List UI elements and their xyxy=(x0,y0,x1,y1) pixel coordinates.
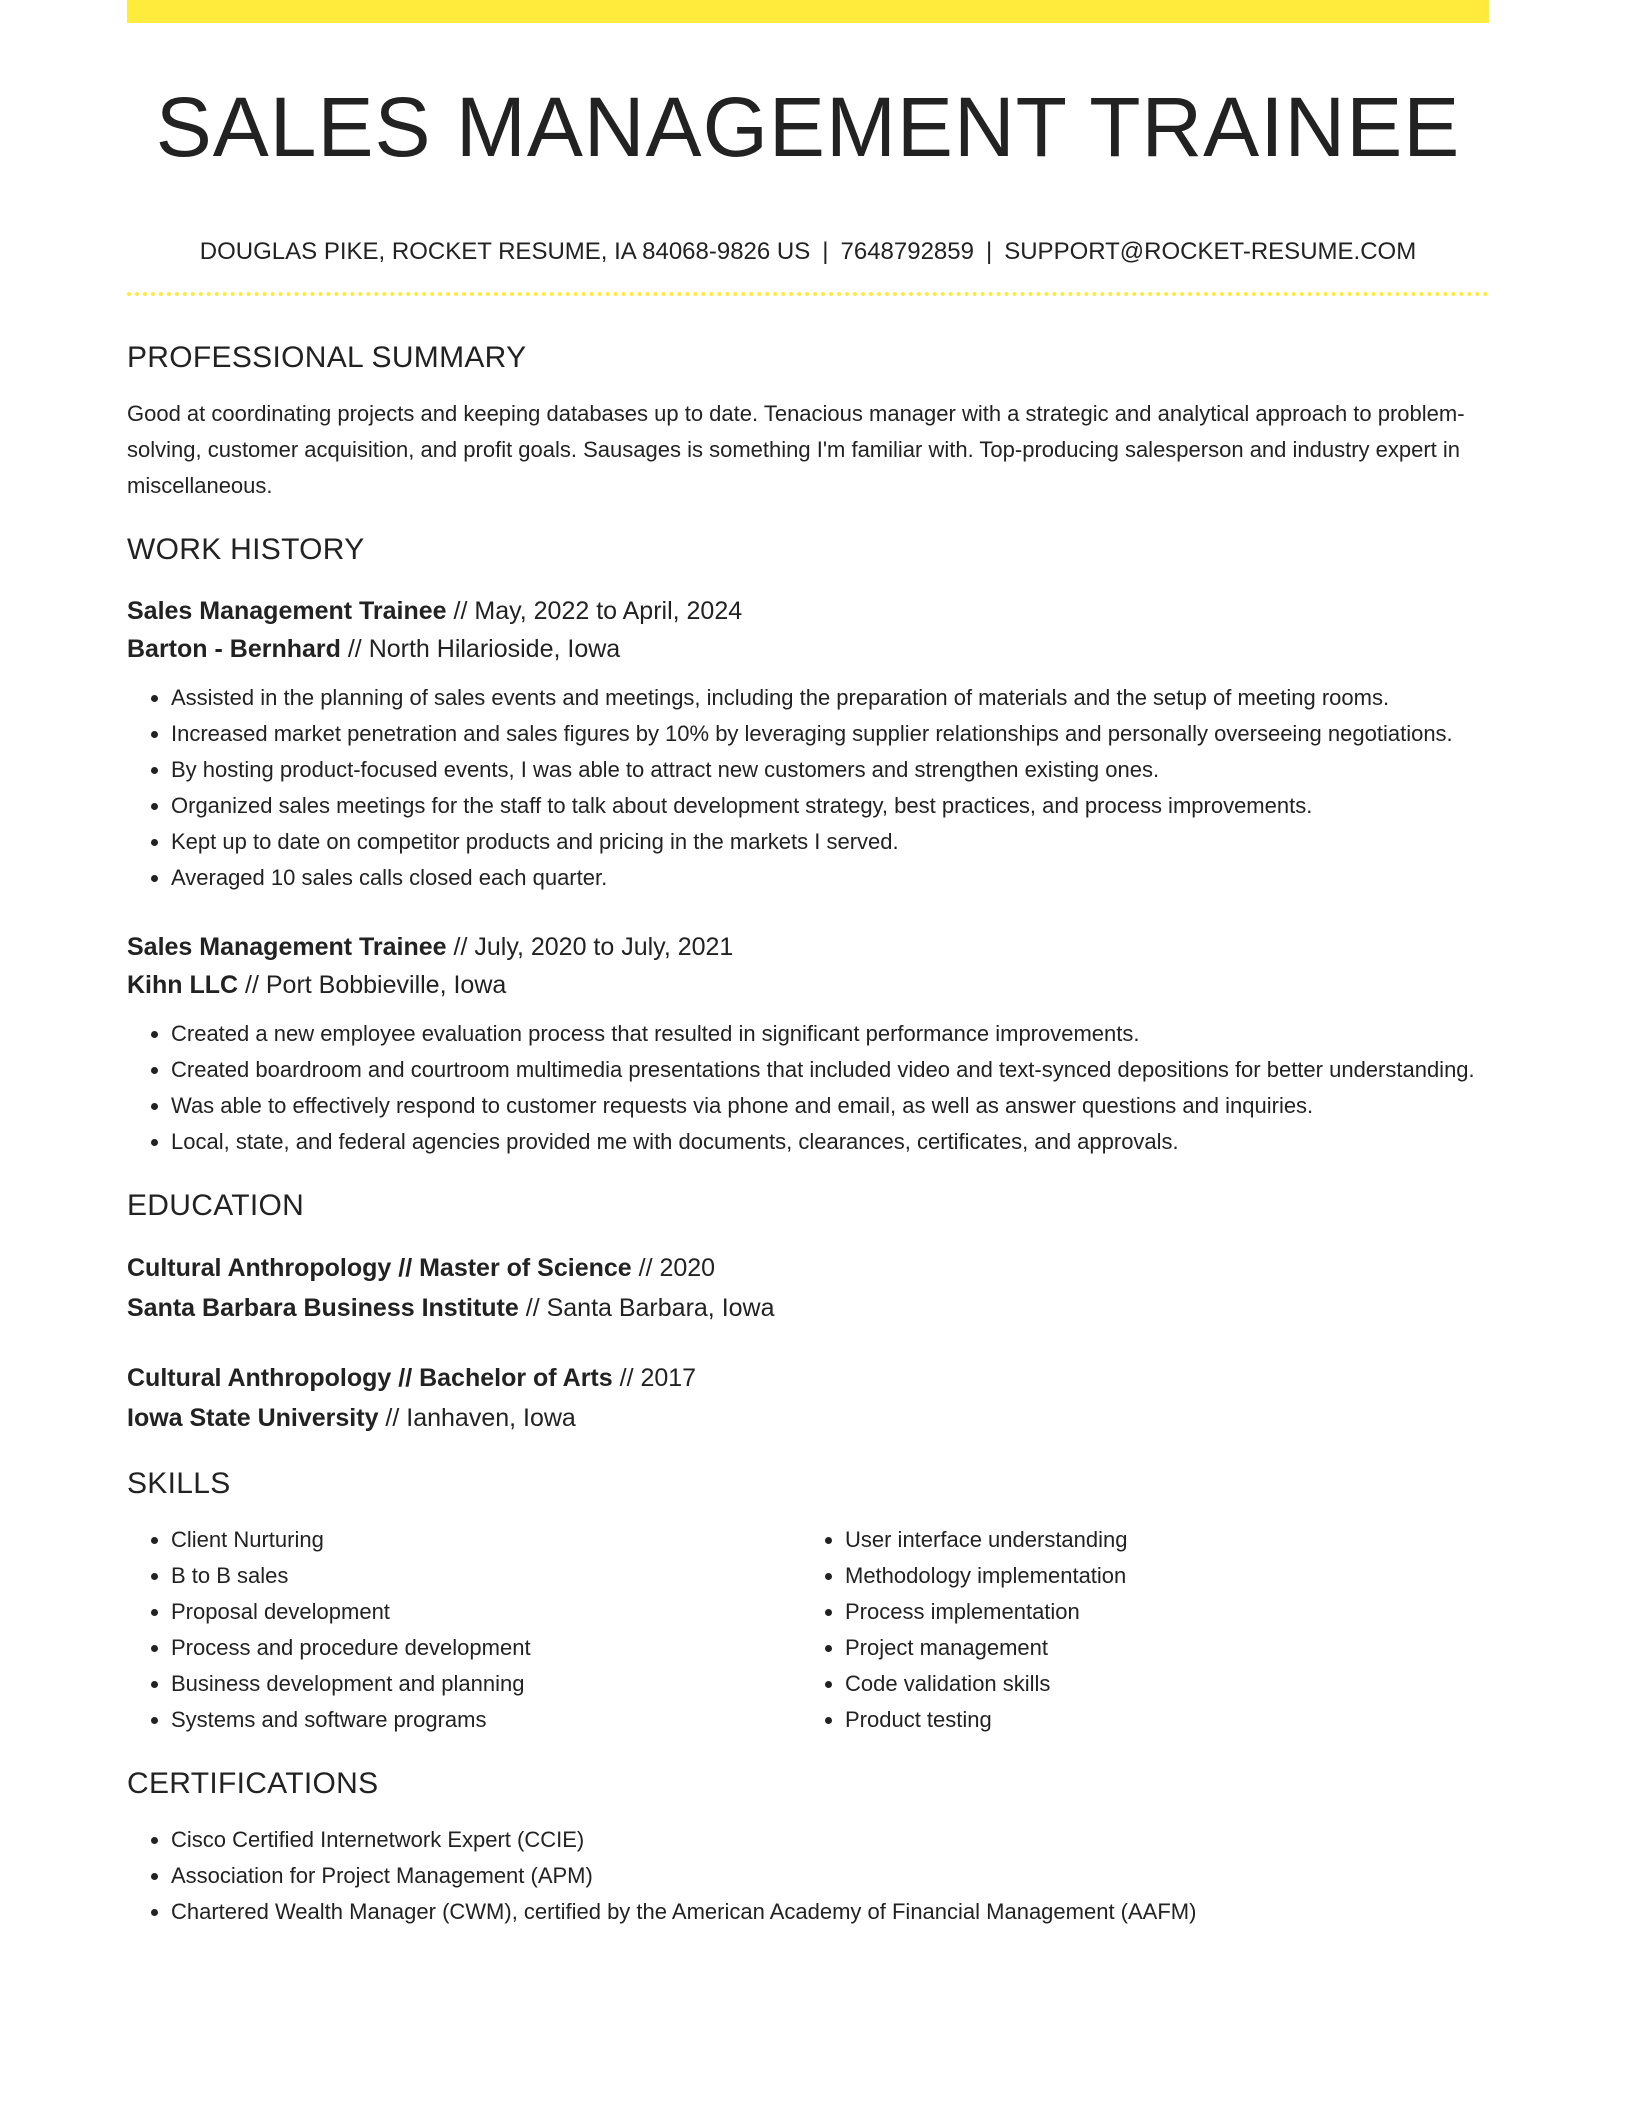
job-bullet: • Increased market penetration and sales figures by 10% by leveraging supplier relationships and personally overseeing negotiations. xyxy=(171,716,1489,752)
skill-item: • Proposal development xyxy=(171,1594,799,1630)
job-bullet: • Assisted in the planning of sales events and meetings, including the preparation of materials and the setup of meeting rooms. xyxy=(171,680,1489,716)
education-school-line xyxy=(127,1288,1489,1328)
certification-item: • Association for Project Management (APM) xyxy=(171,1858,1489,1894)
skills-column-right xyxy=(799,1522,1473,1738)
job-bullets xyxy=(127,680,1489,896)
job-location: // Port Bobbieville, Iowa xyxy=(238,971,507,999)
education-school: Iowa State University xyxy=(127,1404,379,1432)
education-year: // 2020 xyxy=(631,1254,716,1282)
education-school: Santa Barbara Business Institute xyxy=(127,1294,519,1322)
education-entry xyxy=(127,1358,1489,1438)
skill-item: • User interface understanding xyxy=(845,1522,1473,1558)
job-company-line xyxy=(127,630,1489,668)
skills-heading: SKILLS xyxy=(127,1467,231,1500)
job-bullet: • Organized sales meetings for the staff to talk about development strategy, best practices, and process improvements. xyxy=(171,788,1489,824)
skill-item: • Systems and software programs xyxy=(171,1702,799,1738)
job-title-line xyxy=(127,928,1489,966)
contact-address: DOUGLAS PIKE, ROCKET RESUME, IA 84068-9826 US xyxy=(199,238,811,265)
job-title: Sales Management Trainee xyxy=(127,597,447,625)
education-degree: Cultural Anthropology // Bachelor of Arts xyxy=(127,1364,613,1392)
job-location: // North Hilarioside, Iowa xyxy=(340,635,621,663)
skills-columns xyxy=(127,1522,1489,1738)
job-bullet: • Kept up to date on competitor products and pricing in the markets I served. xyxy=(171,824,1489,860)
skill-item: • Project management xyxy=(845,1630,1473,1666)
job-bullet: • By hosting product-focused events, I was able to attract new customers and strengthen existing ones. xyxy=(171,752,1489,788)
contact-email: SUPPORT@ROCKET-RESUME.COM xyxy=(1004,238,1417,265)
skill-item: • Code validation skills xyxy=(845,1666,1473,1702)
skill-item: • Client Nurturing xyxy=(171,1522,799,1558)
job-bullets xyxy=(127,1016,1489,1160)
skill-item: • Methodology implementation xyxy=(845,1558,1473,1594)
education-school-line xyxy=(127,1398,1489,1438)
resume-page xyxy=(127,0,1489,1930)
contact-separator: | xyxy=(822,238,829,265)
job-dates: // July, 2020 to July, 2021 xyxy=(446,933,734,961)
job-bullet: • Local, state, and federal agencies provided me with documents, clearances, certificates, and approvals. xyxy=(171,1124,1489,1160)
skill-item: • Process and procedure development xyxy=(171,1630,799,1666)
job-entry xyxy=(127,592,1489,896)
skill-item: • Business development and planning xyxy=(171,1666,799,1702)
certification-item: • Cisco Certified Internetwork Expert (CCIE) xyxy=(171,1822,1489,1858)
job-dates: // May, 2022 to April, 2024 xyxy=(446,597,743,625)
summary-heading: PROFESSIONAL SUMMARY xyxy=(127,341,527,374)
education-degree: Cultural Anthropology // Master of Science xyxy=(127,1254,632,1282)
job-title-line xyxy=(127,592,1489,630)
work-history-heading: WORK HISTORY xyxy=(127,533,365,566)
job-company: Barton - Bernhard xyxy=(127,635,341,663)
job-company: Kihn LLC xyxy=(127,971,239,999)
contact-phone: 7648792859 xyxy=(840,238,974,265)
contact-separator: | xyxy=(985,238,993,265)
job-bullet: • Created a new employee evaluation process that resulted in significant performance improvements. xyxy=(171,1016,1489,1052)
skills-column-left xyxy=(127,1522,799,1738)
job-bullet: • Averaged 10 sales calls closed each quarter. xyxy=(171,860,1489,896)
education-location: // Santa Barbara, Iowa xyxy=(518,1294,775,1322)
education-entry xyxy=(127,1248,1489,1328)
certification-item: • Chartered Wealth Manager (CWM), certified by the American Academy of Financial Management (AAFM) xyxy=(171,1894,1489,1930)
accent-bar xyxy=(127,0,1489,23)
certifications-heading: CERTIFICATIONS xyxy=(127,1767,379,1800)
skill-item: • Product testing xyxy=(845,1702,1473,1738)
certifications-list xyxy=(127,1822,1489,1930)
summary-text: Good at coordinating projects and keeping databases up to date. Tenacious manager with a strategic and analytical approach to problem-solving, customer acquisition, and profit goals. Sausages is something I'm familiar with. Top-producing salesperson and industry expert in miscellaneous. xyxy=(127,401,1465,498)
skill-item: • Process implementation xyxy=(845,1594,1473,1630)
education-location: // Ianhaven, Iowa xyxy=(378,1404,576,1432)
job-title: Sales Management Trainee xyxy=(127,933,447,961)
job-bullet: • Was able to effectively respond to customer requests via phone and email, as well as answer questions and inquiries. xyxy=(171,1088,1489,1124)
education-heading: EDUCATION xyxy=(127,1189,305,1222)
education-degree-line xyxy=(127,1248,1489,1288)
resume-title: SALES MANAGEMENT TRAINEE xyxy=(155,80,1461,174)
dotted-divider xyxy=(127,292,1489,296)
education-degree-line xyxy=(127,1358,1489,1398)
job-entry xyxy=(127,928,1489,1160)
contact-line xyxy=(127,237,1489,267)
job-bullet: • Created boardroom and courtroom multimedia presentations that included video and text-synced depositions for better understanding. xyxy=(171,1052,1489,1088)
education-year: // 2017 xyxy=(612,1364,697,1392)
skill-item: • B to B sales xyxy=(171,1558,799,1594)
job-company-line xyxy=(127,966,1489,1004)
